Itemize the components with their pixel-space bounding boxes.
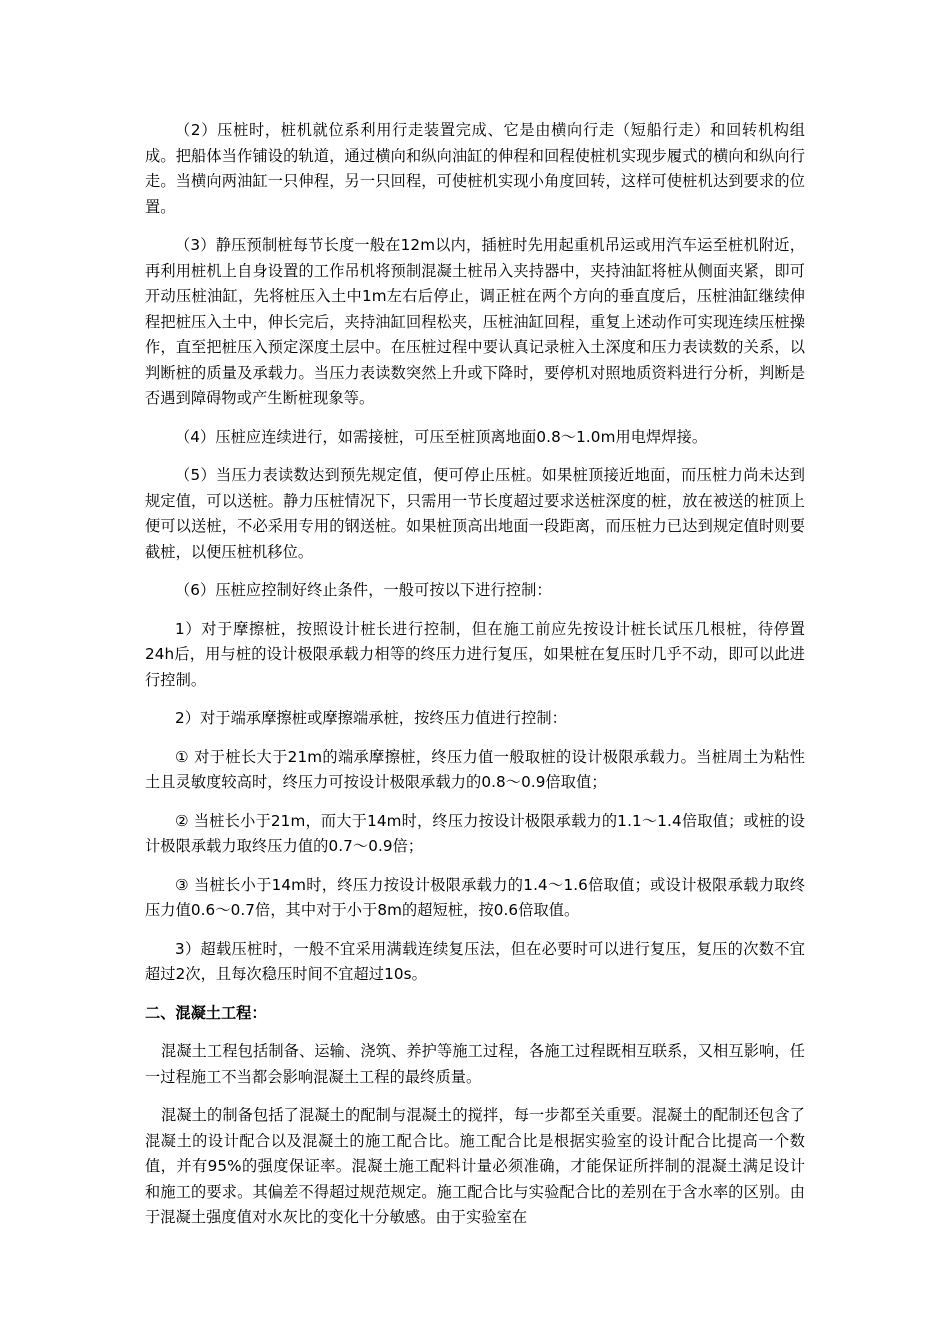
paragraph-overload-pressing: 3）超载压桩时，一般不宜采用满载连续复压法，但在必要时可以进行复压，复压的次数不宜超过2次，且每次稳压时间不宜超过10s。: [145, 939, 805, 983]
paragraph-item-3: ③ 当桩长小于14m时，终压力按设计极限承载力的1.4～1.6倍取值；或设计极限承载力取终压力值0.6～0.7倍，其中对于小于8m的超短桩，按0.6倍取值。: [145, 875, 805, 919]
paragraph-2-pile-positioning: （2）压桩时，桩机就位系利用行走装置完成、它是由横向行走（短船行走）和回转机构组成。把船体当作铺设的轨道，通过横向和纵向油缸的伸程和回程使桩机实现步履式的横向和纵向行走。当横向两油缸一只伸程，另一只回程，可使桩机实现小角度回转，这样可使桩机达到要求的位置。: [145, 121, 805, 216]
paragraph-5-pressure-gauge: （5）当压力表读数达到预先规定值，便可停止压桩。如果桩顶接近地面，而压桩力尚未达到规定值，可以送桩。静力压桩情况下，只需用一节长度超过要求送桩深度的桩，放在被送的桩顶上便可以送桩，不必采用专用的钢送桩。如果桩顶高出地面一段距离，而压桩力已达到规定值时则要截桩，以便压桩机移位。: [145, 466, 805, 561]
paragraph-6-termination: （6）压桩应控制好终止条件，一般可按以下进行控制：: [175, 581, 552, 599]
paragraph-concrete-preparation: 混凝土的制备包括了混凝土的配制与混凝土的搅拌，每一步都至关重要。混凝土的配制还包含了混凝土的设计配合以及混凝土的施工配合比。施工配合比是根据实验室的设计配合比提高一个数值，并有95%的强度保证率。混凝土施工配料计量必须准确，才能保证所拌制的混凝土满足设计和施工的要求。其偏差不得超过规范规定。施工配合比与实验配合比的差别在于含水率的区别。由于混凝土强度值对水灰比的变化十分敏感。由于实验室在: [145, 1106, 805, 1226]
section-heading-concrete: 二、混凝土工程：: [145, 1003, 267, 1022]
paragraph-item-1: ① 对于桩长大于21m的端承摩擦桩，终压力值一般取桩的设计极限承载力。当桩周土为粘性土且灵敏度较高时，终压力可按设计极限承载力的0.8～0.9倍取值；: [145, 747, 805, 791]
paragraph-concrete-overview: 混凝土工程包括制备、运输、浇筑、养护等施工过程，各施工过程既相互联系，又相互影响，任一过程施工不当都会影响混凝土工程的最终质量。: [145, 1042, 805, 1086]
paragraph-end-bearing-pile: 2）对于端承摩擦桩或摩擦端承桩，按终压力值进行控制：: [175, 709, 567, 727]
paragraph-friction-pile: 1）对于摩擦桩，按照设计桩长进行控制，但在施工前应先按设计桩长试压几根桩，待停置24h后，用与桩的设计极限承载力相等的终压力进行复压，如果桩在复压时几乎不动，即可以此进行控制。: [145, 619, 805, 689]
document-body: [145, 118, 805, 1244]
paragraph-4-continuous-pressing: （4）压桩应连续进行，如需接桩，可压至桩顶离地面0.8～1.0m用电焊焊接。: [175, 427, 708, 446]
paragraph-item-2: ② 当桩长小于21m，而大于14m时，终压力按设计极限承载力的1.1～1.4倍取值；或桩的设计极限承载力取终压力值的0.7～0.9倍；: [145, 811, 805, 855]
paragraph-3-static-pressing: （3）静压预制桩每节长度一般在12m以内，插桩时先用起重机吊运或用汽车运至桩机附近，再利用桩机上自身设置的工作吊机将预制混凝土桩吊入夹持器中，夹持油缸将桩从侧面夹紧，即可开动压桩油缸，先将桩压入土中1m左右后停止，调正桩在两个方向的垂直度后，压桩油缸继续伸程把桩压入土中，伸长完后，夹持油缸回程松夹，压桩油缸回程，重复上述动作可实现连续压桩操作，直至把桩压入预定深度土层中。在压桩过程中要认真记录桩入土深度和压力表读数的关系，以判断桩的质量及承载力。当压力表读数突然上升或下降时，要停机对照地质资料进行分析，判断是否遇到障碍物或产生断桩现象等。: [145, 236, 805, 407]
